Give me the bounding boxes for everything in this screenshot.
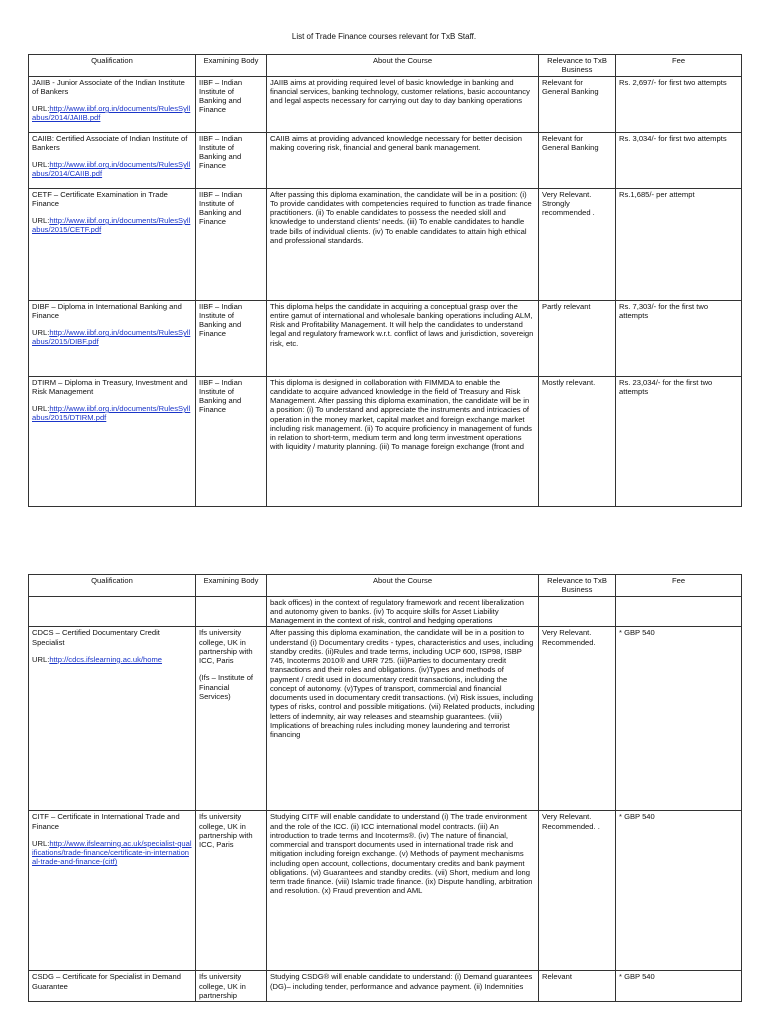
table-row [29, 76, 742, 132]
header-relevance: Relevance to TxB Business [539, 575, 616, 597]
header-qualification: Qualification [29, 575, 196, 597]
table-row [29, 300, 742, 376]
body-note: (Ifs – Institute of Financial Services) [199, 673, 254, 701]
fee-cell: * GBP 540 [616, 811, 742, 971]
qualification-cell: JAIIB - Junior Associate of the Indian Institute of Bankers URL:http://www.iibf.org.in/documents/RulesSyllabus/2014/JAIIB.pdf [29, 76, 196, 132]
header-fee: Fee [616, 55, 742, 77]
about-cell: This diploma helps the candidate in acquiring a conceptual grasp over the entire gamut of international and wholesale banking operations including ALM, Risk and Profitability Management. It will help the candidates to understand legal and regulatory framework w.r.t. conflict of laws and jurisdiction, sovereign risk, etc. [267, 300, 539, 376]
body-cell: IIBF – Indian Institute of Banking and Finance [196, 376, 267, 506]
about-cell-continued: back offices) in the context of regulatory framework and recent liberalization and autonomy given to banks. (iv) To acquire skills for Asset Liability Management in the context of risk, control and hedging operations [267, 596, 539, 627]
relevance-cell: Mostly relevant. [539, 376, 616, 506]
relevance-cell: Relevant for General Banking [539, 132, 616, 188]
body-cell: IIBF – Indian Institute of Banking and Finance [196, 188, 267, 300]
course-link[interactable]: http://www.ifslearning.ac.uk/specialist-qualifications/trade-finance/certificate-in-international-trade-and-finance-(citf) [32, 838, 192, 867]
fee-cell: Rs. 3,034/- for first two attempts [616, 132, 742, 188]
table-row [29, 376, 742, 506]
fee-cell: Rs. 7,303/- for the first two attempts [616, 300, 742, 376]
about-cell: CAIIB aims at providing advanced knowledge necessary for better decision making covering risk, financial and general bank management. [267, 132, 539, 188]
qualification-cell: CITF – Certificate in International Trade and Finance URL:http://www.ifslearning.ac.uk/specialist-qualifications/trade-finance/certificate-in-international-trade-and-finance-(citf) [29, 811, 196, 971]
about-cell: Studying CITF will enable candidate to understand (i) The trade environment and the role of the ICC. (ii) ICC international model contracts. (iii) An introduction to trade terms and Incoterms®. (iv) The nature of financial, commercial and transport documents used in international trade risk and mitigation including foreign exchange. (v) Methods of payment mechanisms including open account, collections, documentary credits and bank payment obligations. (vi) Guarantees and standby credits. (vii) Short, medium and long term trade finance. (viii) Islamic trade finance. (ix) Dispute handling, arbitration and resolution. (x) Fraud prevention and AML [267, 811, 539, 971]
body-cell: Ifs university college, UK in partnership with ICC, Paris [196, 811, 267, 971]
fee-cell: * GBP 540 [616, 627, 742, 811]
about-cell: JAIIB aims at providing required level of basic knowledge in banking and financial services, banking technology, customer relations, basic accountancy and legal aspects necessary for carrying out day to day banking operations [267, 76, 539, 132]
courses-table-2 [28, 574, 742, 1002]
table-row [29, 971, 742, 1002]
body-cell: Ifs university college, UK in partnership [196, 971, 267, 1002]
course-link[interactable]: http://cdcs.ifslearning.ac.uk/home [49, 654, 163, 664]
table-header-row [29, 55, 742, 77]
relevance-cell: Very Relevant. Recommended. [539, 627, 616, 811]
course-link[interactable]: http://www.iibf.org.in/documents/RulesSyllabus/2014/JAIIB.pdf [32, 104, 191, 123]
header-examining-body: Examining Body [196, 575, 267, 597]
body-cell: IIBF – Indian Institute of Banking and Finance [196, 76, 267, 132]
courses-table-1 [28, 54, 742, 507]
relevance-cell: Relevant [539, 971, 616, 1002]
relevance-cell: Very Relevant. Strongly recommended . [539, 188, 616, 300]
header-about-course: About the Course [267, 575, 539, 597]
body-cell: IIBF – Indian Institute of Banking and Finance [196, 300, 267, 376]
body-cell: Ifs university college, UK in partnership with ICC, Paris (Ifs – Institute of Financial Services) [196, 627, 267, 811]
course-link[interactable]: http://www.iibf.org.in/documents/RulesSyllabus/2015/CETF.pdf [32, 216, 191, 235]
qualification-cell: CAIIB: Certified Associate of Indian Institute of Bankers URL:http://www.iibf.org.in/documents/RulesSyllabus/2014/CAIIB.pdf [29, 132, 196, 188]
table-header-row [29, 575, 742, 597]
header-qualification: Qualification [29, 55, 196, 77]
relevance-cell: Partly relevant [539, 300, 616, 376]
continuation-row [29, 596, 742, 627]
about-cell: After passing this diploma examination, the candidate will be in a position to understand (i) Documentary credits - types, characteristics and uses, including standby credits. (ii)Rules and trade terms, including UCP 600, ISP98, ISBP 745, Incoterms 2010® and URR 725. (iii)Parties to documentary credit transactions and their roles and obligations. (iv)Types and methods of payment / credit used in documentary credit transactions, including the concept of autonomy. (v)Types of transport, commercial and financial documents used in documentary credit transactions. (vi) Risk issues, including types of risks, control and possible mitigations. (vii) Related products, including letters of indemnity, air way releases and steamship guarantees. (viii) Implications of breaching rules including money laundering and terrorist financing [267, 627, 539, 811]
fee-cell: Rs. 23,034/- for the first two attempts [616, 376, 742, 506]
table-row [29, 627, 742, 811]
course-link[interactable]: http://www.iibf.org.in/documents/RulesSyllabus/2015/DTIRM.pdf [32, 404, 191, 423]
about-cell: After passing this diploma examination, the candidate will be in a position: (i) To provide candidates with competencies required to function as trade finance practitioners. (ii) To enable candidates to possess the needed skill and knowledge to understand clients' needs. (iii) To enable candidates to handle trade bills of individual clients. (iv) To enable candidates to attain high ethical and professional standards. [267, 188, 539, 300]
header-fee: Fee [616, 575, 742, 597]
relevance-cell: Very Relevant. Recommended. . [539, 811, 616, 971]
header-examining-body: Examining Body [196, 55, 267, 77]
relevance-cell: Relevant for General Banking [539, 76, 616, 132]
table-row [29, 132, 742, 188]
fee-cell: Rs.1,685/- per attempt [616, 188, 742, 300]
qualification-cell: DTIRM – Diploma in Treasury, Investment and Risk Management URL:http://www.iibf.org.in/documents/RulesSyllabus/2015/DTIRM.pdf [29, 376, 196, 506]
course-link[interactable]: http://www.iibf.org.in/documents/RulesSyllabus/2014/CAIIB.pdf [32, 160, 191, 179]
qualification-cell: CSDG – Certificate for Specialist in Demand Guarantee [29, 971, 196, 1002]
table-row [29, 811, 742, 971]
qualification-cell: CETF – Certificate Examination in Trade Finance URL:http://www.iibf.org.in/documents/RulesSyllabus/2015/CETF.pdf [29, 188, 196, 300]
fee-cell: Rs. 2,697/- for first two attempts [616, 76, 742, 132]
about-cell: Studying CSDG® will enable candidate to understand: (i) Demand guarantees (DG)– including tender, performance and advance payment. (ii) Indemnities [267, 971, 539, 1002]
header-about-course: About the Course [267, 55, 539, 77]
table-row [29, 188, 742, 300]
body-cell: IIBF – Indian Institute of Banking and Finance [196, 132, 267, 188]
course-link[interactable]: http://www.iibf.org.in/documents/RulesSyllabus/2015/DIBF.pdf [32, 328, 191, 347]
document-title: List of Trade Finance courses relevant for TxB Staff. [291, 32, 477, 41]
fee-cell: * GBP 540 [616, 971, 742, 1002]
header-relevance: Relevance to TxB Business [539, 55, 616, 77]
qualification-cell: CDCS – Certified Documentary Credit Specialist URL:http://cdcs.ifslearning.ac.uk/home [29, 627, 196, 811]
qualification-cell: DIBF – Diploma in International Banking and Finance URL:http://www.iibf.org.in/documents/RulesSyllabus/2015/DIBF.pdf [29, 300, 196, 376]
about-cell: This diploma is designed in collaboration with FIMMDA to enable the candidate to acquire advanced knowledge in the field of Treasury and Risk Management. After passing this diploma examination, the candidate will be in a position: (i) To understand and appreciate the instruments and intricacies of operation in the money market, capital market and foreign exchange market including risk management. (ii) To acquire proficiency in management of funds in relation to short-term, medium term and long term investment operations with liquidity / maturity planning. (iii) To manage foreign exchange (front and [267, 376, 539, 506]
